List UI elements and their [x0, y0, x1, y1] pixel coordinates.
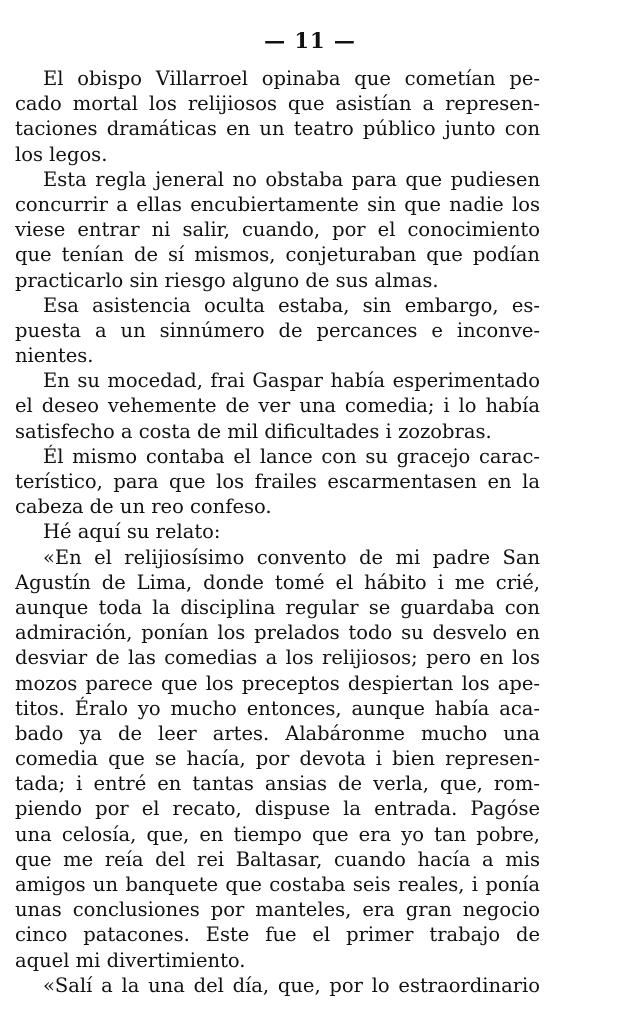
text-line: el deseo vehemente de ver una comedia; i lo había — [15, 394, 540, 418]
text-line: comedia que se hacía, por devota i bien represen- — [15, 747, 540, 771]
text-line: Esta regla jeneral no obstaba para que pudiesen — [43, 167, 540, 191]
text-line: desviar de las comedias a los relijiosos; pero en los — [15, 646, 540, 670]
text-line: los legos. — [15, 142, 108, 166]
body-text — [15, 66, 540, 998]
text-line: terístico, para que los frailes escarmentasen en la — [15, 470, 540, 493]
text-line: Él mismo contaba el lance con su gracejo carac- — [43, 444, 540, 468]
text-line: Hé aquí su relato: — [43, 520, 221, 544]
text-line: En su mocedad, frai Gaspar había esperimentado — [43, 369, 540, 393]
text-line: taciones dramáticas en un teatro público junto con — [15, 117, 540, 141]
text-line: piendo por el recato, dispuse la entrada. Pagóse — [15, 797, 540, 821]
text-line: cabeza de un reo confeso. — [15, 495, 272, 519]
text-line: Esa asistencia oculta estaba, sin embargo, es- — [43, 293, 540, 317]
text-line: «En el relijiosísimo convento de mi padre San — [43, 545, 540, 569]
text-line: tada; i entré en tantas ansias de verla, que, rom- — [15, 772, 540, 796]
text-line: viese entrar ni salir, cuando, por el conocimiento — [15, 218, 540, 242]
text-line: cado mortal los relijiosos que asistían a represen- — [15, 92, 540, 116]
text-line: puesta a un sinnúmero de percances e inconve- — [15, 318, 540, 342]
text-line: admiración, ponían los prelados todo su desvelo en — [15, 621, 540, 645]
text-line: unas conclusiones por manteles, era gran negocio — [15, 898, 540, 922]
text-line: que tenían de sí mismos, conjeturaban que podían — [15, 243, 540, 267]
text-line: concurrir a ellas encubiertamente sin que nadie los — [15, 192, 540, 216]
text-line: aunque toda la disciplina regular se guardaba con — [15, 595, 540, 619]
text-line: amigos un banquete que costaba seis reales, i ponía — [15, 873, 540, 896]
text-line: una celosía, que, en tiempo que era yo tan pobre, — [15, 822, 540, 846]
text-line: nientes. — [15, 344, 94, 368]
text-line: satisfecho a costa de mil dificultades i zozobras. — [15, 419, 492, 443]
page-number: — 11 — — [264, 28, 356, 53]
text-line: «Salí a la una del día, que, por lo estraordinario — [43, 973, 540, 997]
text-line: bado ya de leer artes. Alabáronme mucho una — [15, 721, 540, 745]
text-line: que me reía del rei Baltasar, cuando hacía a mis — [15, 847, 540, 871]
text-line: aquel mi divertimiento. — [15, 948, 246, 972]
text-line: titos. Éralo yo mucho entonces, aunque había aca- — [15, 696, 540, 720]
text-line: El obispo Villarroel opinaba que cometían pe- — [43, 67, 540, 90]
text-line: cinco patacones. Este fue el primer trabajo de — [15, 923, 540, 947]
text-line: Agustín de Lima, donde tomé el hábito i me crié, — [15, 570, 540, 594]
text-line: practicarlo sin riesgo alguno de sus almas. — [15, 268, 439, 292]
text-line: mozos parece que los preceptos despiertan los ape- — [15, 671, 540, 695]
